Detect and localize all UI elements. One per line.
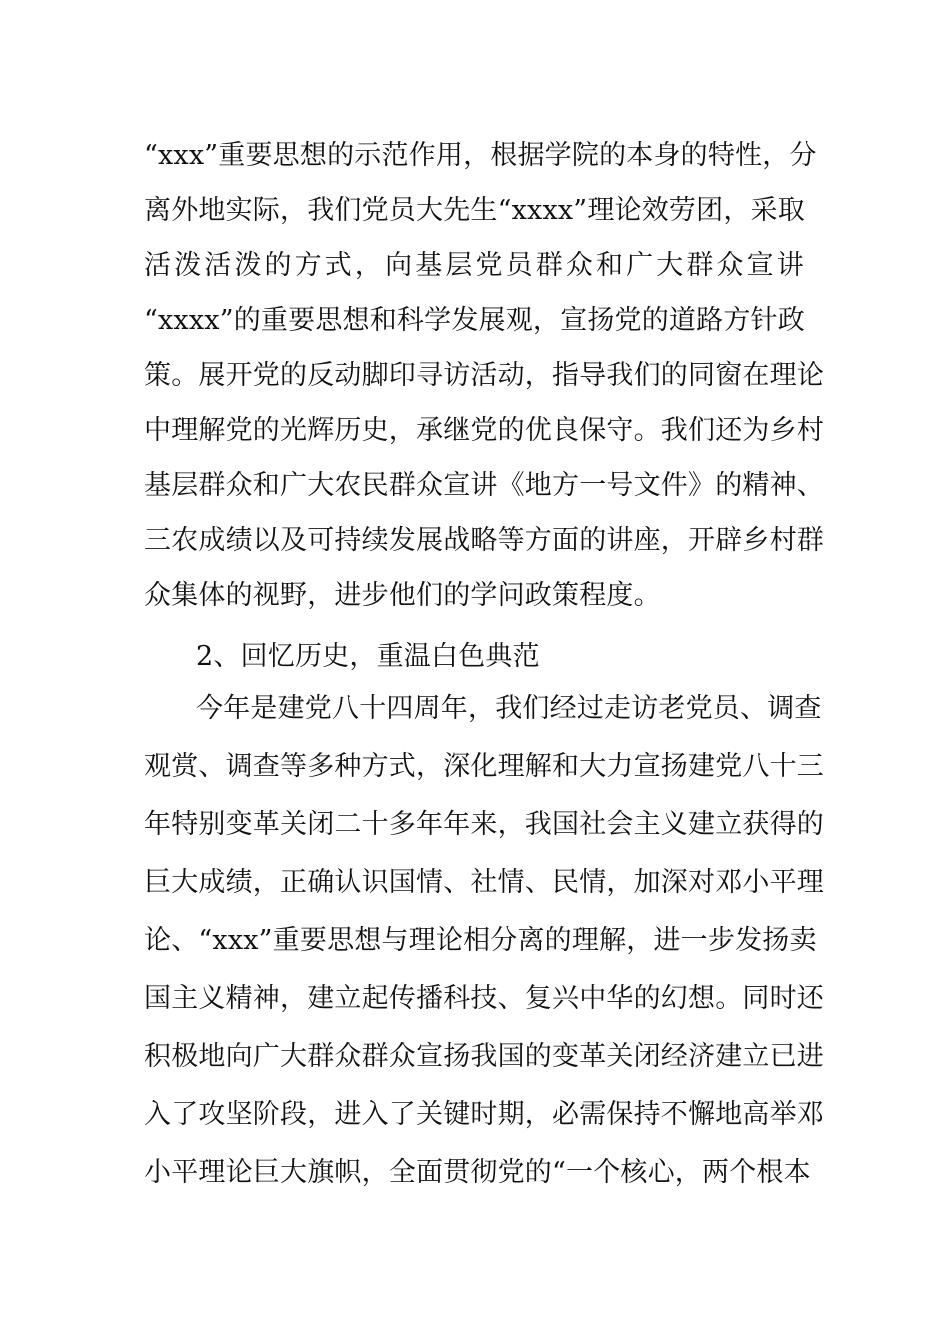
paragraph-line: 论、“xxx”重要思想与理论相分离的理解，进一步发扬卖 [144,925,817,956]
section-heading: 2、回忆历史，重温白色典范 [196,641,540,672]
paragraph-line: 三农成绩以及可持续发展战略等方面的讲座，开辟乡村群 [144,525,824,556]
paragraph-line: 中理解党的光辉历史，承继党的优良保守。我们还为乡村 [144,415,824,446]
paragraph-line: 入了攻坚阶段，进入了关键时期，必需保持不懈地高举邓 [144,1099,824,1130]
paragraph-line: “xxx”重要思想的示范作用，根据学院的本身的特性，分 [144,140,817,171]
paragraph-line: 巨大成绩，正确认识国情、社情、民情，加深对邓小平理 [144,867,824,898]
paragraph-line: 年特别变革关闭二十多年年来，我国社会主义建立获得的 [144,809,824,840]
paragraph-line: 积极地向广大群众群众宣扬我国的变革关闭经济建立已进 [144,1041,824,1072]
paragraph-line: 基层群众和广大农民群众宣讲《地方一号文件》的精神、 [144,470,824,501]
paragraph-line: 众集体的视野，进步他们的学问政策程度。 [144,580,661,611]
paragraph-line: 离外地实际，我们党员大先生“xxxx”理论效劳团，采取 [144,195,805,226]
paragraph-line: 活泼活泼的方式，向基层党员群众和广大群众宣讲 [144,250,804,281]
paragraph-line: 观赏、调查等多种方式，深化理解和大力宣扬建党八十三 [144,751,824,782]
paragraph-line: 策。展开党的反动脚印寻访活动，指导我们的同窗在理论 [144,360,824,391]
paragraph-line: 国主义精神，建立起传播科技、复兴中华的幻想。同时还 [144,983,824,1014]
paragraph-line: 小平理论巨大旗帜，全面贯彻党的“一个核心，两个根本 [144,1157,811,1188]
paragraph-line: “xxxx”的重要思想和科学发展观，宣扬党的道路方针政 [144,305,805,336]
paragraph-first-line: 今年是建党八十四周年，我们经过走访老党员、调查 [196,693,822,724]
